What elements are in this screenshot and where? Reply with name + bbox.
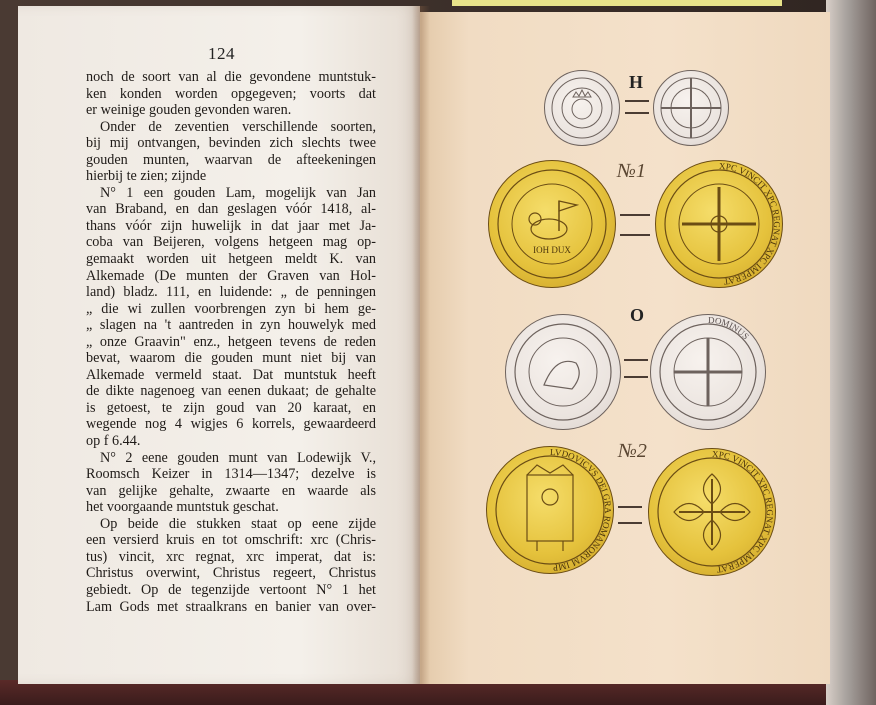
coin-n1-reverse [655,160,783,288]
coin-o-obverse [505,314,621,430]
text-line: thans vóór zijn huwelijk in dat jaar met Ja- [86,217,376,234]
dash [625,100,649,102]
text-line: „ slagen na 't aantreden in zyn houwelyk med [86,317,376,334]
label-h: H [629,72,644,92]
text-line: Alkemade vermeld staat. Dat muntstuk heeft [86,366,376,383]
coin-o-reverse [650,314,766,430]
page-number: 124 [208,44,235,63]
body-text [86,69,376,615]
bookmark-tab [452,0,782,6]
text-line: de dikte nagenoeg van eenen dukaat; de gehalte [86,383,376,400]
text-line: is getoest, te zijn goud van 20 karaat, en [86,399,376,416]
label-n2: №2 [618,440,647,462]
coin-inscription: IOH DUX [533,245,571,255]
text-line: gouden munten, waarvan de afteekeningen [86,151,376,168]
dash [624,359,648,361]
dash [618,506,642,508]
text-line: Lam Gods met straalkrans en banier van over- [86,598,376,615]
text-line: gemaakt worden uit hetgeen meldt K. van [86,251,376,268]
dash [618,522,642,524]
text-line: N° 1 een gouden Lam, mogelijk van Jan [100,184,376,201]
coin-h-reverse [653,70,729,146]
dash [624,376,648,378]
text-line: bevat, waarom die gouden munt niet bij van [86,350,376,367]
text-line: „ die wi zullen voorbrengen zyn bi hem ge- [86,300,376,317]
text-line: van Braband, en dan geslagen vóór 1418, al- [86,201,376,218]
text-line: er weinige gouden gevonden waren. [86,102,292,119]
coin-inscription: DOMINUS [707,315,751,342]
text-line: Alkemade (De munten der Graven van Hol- [86,267,376,284]
coin-inscription: XPC VINCIT XPC REGNAT XPC IMPERAT [718,161,782,287]
coin-inscription: LVDOVICVS DEI GRA ROMANORVM IMP [549,447,613,573]
coin-n2-reverse [648,448,776,576]
coin-n2-obverse [486,446,614,574]
text-line: Onder de zeventien verschillende soorten, [100,118,376,135]
text-line: Roomsch Keizer in 1314—1347; dezelve is [86,466,376,483]
dash [620,214,650,216]
text-line: N° 2 eene gouden munt van Lodewijk V., [100,449,376,466]
dash [625,112,649,114]
coin-h-obverse [544,70,620,146]
book-gutter [412,6,430,684]
text-line: coba van Beijeren, volgens hetgeen mag op- [86,234,376,251]
label-n1: №1 [617,160,646,182]
text-line: ken konden worden opgegeven; voorts dat [86,85,376,102]
text-line: Christus overwint, Christus regeert, Christus [86,565,376,582]
coin-inscription: XPC VINCIT XPC REGNAT XPC IMPERAT [711,449,775,575]
text-line: van gelijke gehalte, zwaarte en waarde als [86,482,376,499]
text-line: gebiedt. Op de tegenzijde vertoont N° 1 het [86,581,376,598]
text-line: „ onze Graavin" enz., hetgeen tevens de reden [86,333,376,350]
text-line: Op beide die stukken staat op eene zijde [100,515,376,532]
text-line: tus) vincit, xrc regnat, xrc imperat, dat is: [86,548,376,565]
text-line: een versierd kruis en tot omschrift: xrc (Chris- [86,532,376,549]
text-line: het voorgaande muntstuk geschat. [86,499,279,516]
text-line: wegende nog 4 wigjes 6 korrels, gewaardeerd [86,416,376,433]
text-line: noch de soort van al die gevondene muntstuk- [86,69,376,85]
text-line: hierbij te zien; zijnde [86,168,207,185]
text-line: land) bladz. 111, en luidende: „ de penningen [86,284,376,301]
text-line: bij mij ontvangen, bevinden zich slechts twee [86,135,376,152]
text-line: op f 6.44. [86,433,141,450]
coin-n1-obverse [488,160,616,288]
label-o: O [630,305,645,325]
book-cover-right [826,0,876,705]
dash [620,234,650,236]
